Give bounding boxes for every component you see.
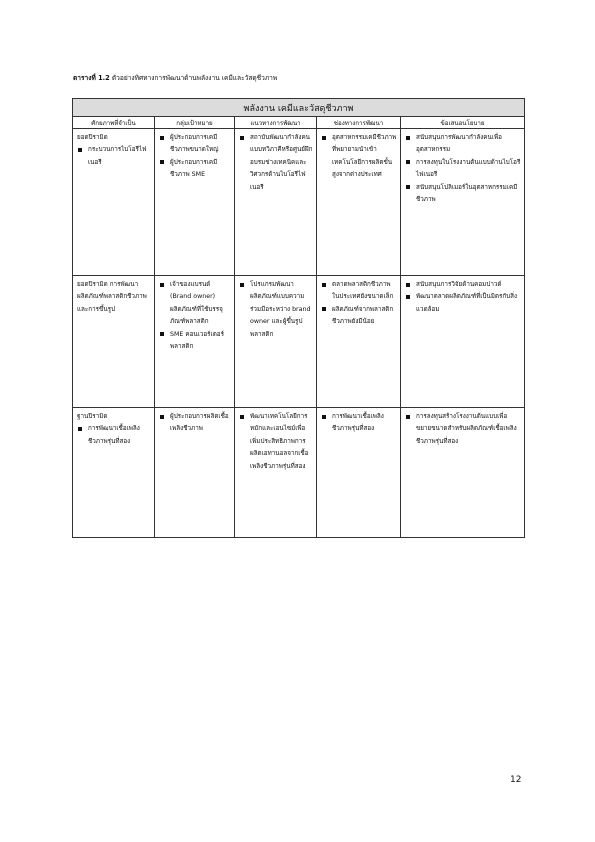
table-row (73, 408, 525, 538)
bullet-list (159, 132, 231, 182)
bullet-item: สนับสนุนการพัฒนากำลังคนเพื่ออุตสาหกรรม (405, 132, 521, 157)
table-cell (235, 276, 317, 408)
bullet-item: การพัฒนาเชื้อเพลิงชีวภาพรุ่นที่สอง (321, 411, 397, 436)
table-group-header: พลังงาน เคมีและวัสดุชีวภาพ (73, 99, 525, 117)
bullet-list (405, 132, 521, 206)
bullet-list (239, 132, 313, 194)
table-cell (235, 408, 317, 538)
bullet-list (239, 411, 313, 473)
bullet-item: ผู้ประกอบการผลิตเชื้อเพลิงชีวภาพ (159, 411, 231, 436)
bullet-list (77, 144, 151, 169)
bullet-list (239, 279, 313, 341)
bullet-item: ผลิตภัณฑ์จากพลาสติกชีวภาพยังมีน้อย (321, 304, 397, 329)
bullet-item: พัฒนาตลาดผลิตภัณฑ์ที่เป็นมิตรกับสิ่งแวดล้อม (405, 291, 521, 316)
bullet-list (159, 279, 231, 353)
bullet-list (321, 279, 397, 329)
bullet-list (321, 411, 397, 436)
table-caption-text: ตัวอย่างทิศทางการพัฒนาด้านพลังงาน เคมีและวัสดุชีวภาพ (111, 74, 278, 82)
table-cell (317, 129, 401, 276)
cell-title: ยอดปิรามิด การพัฒนาผลิตภัณฑ์พลาสติกชีวภาพและการขึ้นรูป (77, 281, 147, 313)
table-cell (317, 276, 401, 408)
bullet-item: พัฒนาเทคโนโลยีการหมักและเอนไซม์เพื่อเพิ่มประสิทธิภาพการผลิตเอทานอลจากเชื้อเพลิงชีวภาพรุ่นที่สอง (239, 411, 313, 473)
column-header: ช่องทางการพัฒนา (317, 117, 401, 129)
bullet-item: เจ้าของแบรนด์ (Brand owner) ผลิตภัณฑ์ที่ใช้บรรจุภัณฑ์พลาสติก (159, 279, 231, 329)
bullet-list (77, 423, 151, 448)
bullet-item: สนับสนุนโปลิเมอร์ในอุตสาหกรรมเคมีชีวภาพ (405, 182, 521, 207)
cell-title: ฐานปิรามิด (77, 413, 108, 420)
table-cell (401, 408, 525, 538)
table-cell (155, 129, 235, 276)
column-header: ข้อเสนอนโยบาย (401, 117, 525, 129)
bullet-item: การพัฒนาเชื้อเพลิงชีวภาพรุ่นที่สอง (77, 423, 151, 448)
table-cell (73, 408, 155, 538)
bullet-list (405, 411, 521, 448)
table-cell (155, 408, 235, 538)
bullet-item: การลงทุนสร้างโรงงานต้นแบบเพื่อขยายขนาดสำหรับผลิตภัณฑ์เชื้อเพลิงชีวภาพรุ่นที่สอง (405, 411, 521, 448)
table-caption (73, 72, 277, 83)
bullet-item: SME คอนเวอร์เตอร์พลาสติก (159, 329, 231, 354)
cell-title: ยอดปิรามิด (77, 134, 108, 141)
table-row (73, 276, 525, 408)
bullet-item: สนับสนุนการวิจัยด้านคอมปาวด์ (405, 279, 521, 291)
bullet-item: อุตสาหกรรมเคมีชีวภาพที่พยายามนำเข้าเทคโนโลยีการผลิตขั้นสูงจากต่างประเทศ (321, 132, 397, 182)
bullet-item: การลงทุนในโรงงานต้นแบบด้านไบโอรีไฟเนอรี (405, 157, 521, 182)
table-cell (317, 408, 401, 538)
bullet-list (321, 132, 397, 182)
bullet-item: กระบวนการไบโอรีไฟเนอรี (77, 144, 151, 169)
column-header: กลุ่มเป้าหมาย (155, 117, 235, 129)
column-header: แนวทางการพัฒนา (235, 117, 317, 129)
table-cell (73, 276, 155, 408)
table-caption-label: ตารางที่ 1.2 (73, 74, 110, 82)
bullet-list (405, 279, 521, 316)
table-cell (401, 129, 525, 276)
bullet-item: ผู้ประกอบการเคมีชีวภาพขนาดใหญ่ (159, 132, 231, 157)
bullet-item: สถาบันพัฒนากำลังคนแบบทวิภาคีหรือศูนย์ฝึกอบรมช่างเทคนิคและวิศวกรด้านไบโอรีไฟเนอรี (239, 132, 313, 194)
table-cell (155, 276, 235, 408)
bullet-item: โปรแกรมพัฒนาผลิตภัณฑ์แบบความร่วมมือระหว่าง brand owner และผู้ขึ้นรูปพลาสติก (239, 279, 313, 341)
table-cell (401, 276, 525, 408)
bullet-list (159, 411, 231, 436)
table-cell (73, 129, 155, 276)
table-row (73, 129, 525, 276)
table-body (73, 129, 525, 538)
bullet-item: ตลาดพลาสติกชีวภาพในประเทศยังขนาดเล็ก (321, 279, 397, 304)
column-header: ศักยภาพที่จำเป็น (73, 117, 155, 129)
bullet-item: ผู้ประกอบการเคมีชีวภาพ SME (159, 157, 231, 182)
policy-table (72, 98, 525, 538)
table-cell (235, 129, 317, 276)
page-number: 12 (510, 775, 522, 785)
